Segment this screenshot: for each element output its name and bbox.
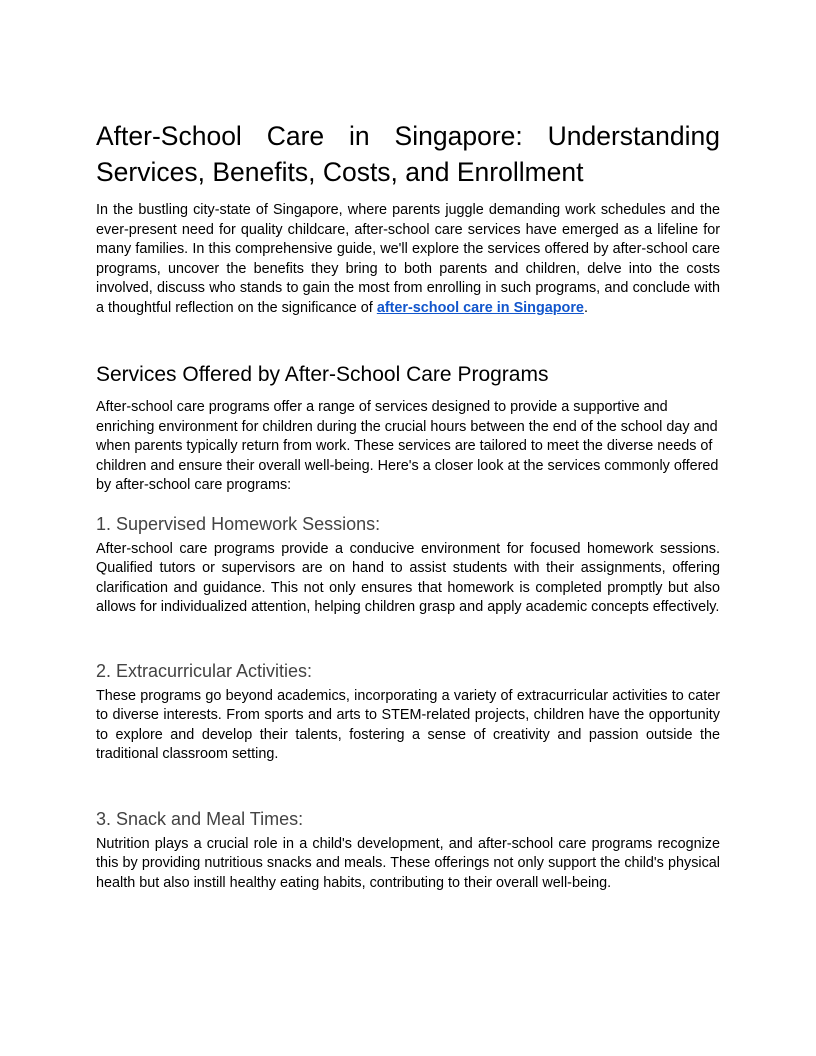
service-text-snack-meal: Nutrition plays a crucial role in a child's development, and after-school care programs recognize this by providing nutritious snacks and meals. These offerings not only support the child's physical health but also instill healthy eating habits, contributing to their overall well-being.: [96, 835, 720, 891]
service-heading-snack-meal: 3. Snack and Meal Times:: [96, 808, 304, 829]
after-school-care-link[interactable]: after-school care in Singapore: [376, 299, 584, 316]
services-intro-paragraph: After-school care programs offer a range of services designed to provide a supportive and enriching environment for children during the crucial hours between the end of the school day and when parents typically return from work. These services are tailored to meet the diverse needs of children and ensure their overall well-being. Here's a closer look at the services commonly offered by after-school care programs:: [96, 399, 719, 493]
service-text-homework: After-school care programs provide a conducive environment for focused homework sessions. Qualified tutors or supervisors are on hand to assist students with their assignments, offering clarification and guidance. This not only ensures that homework is completed promptly but also allows for individualized attention, helping children grasp and apply academic concepts effectively.: [96, 540, 720, 615]
intro-text-end: .: [583, 299, 588, 316]
service-heading-extracurricular: 2. Extracurricular Activities:: [96, 660, 313, 681]
intro-text: In the bustling city-state of Singapore, where parents juggle demanding work schedules and the ever-present need for quality childcare, after-school care services have emerged as a lifeline for many families. In this comprehensive guide, we'll explore the services offered by after-school care programs, uncover the benefits they bring to both parents and children, delve into the costs involved, discuss who stands to gain the most from enrolling in such programs, and conclude with a thoughtful reflection on the significance of: [96, 202, 720, 316]
page-title: After-School Care in Singapore: Understanding Services, Benefits, Costs, and Enrollment: [96, 121, 720, 187]
services-heading: Services Offered by After-School Care Programs: [96, 363, 549, 386]
service-text-extracurricular: These programs go beyond academics, incorporating a variety of extracurricular activities to cater to diverse interests. From sports and arts to STEM-related projects, children have the opportunity to explore and develop their talents, fostering a sense of creativity and passion outside the traditional classroom setting.: [96, 687, 720, 762]
document-page: [96, 118, 720, 934]
service-heading-homework: 1. Supervised Homework Sessions:: [96, 513, 381, 534]
intro-paragraph: [96, 201, 720, 318]
